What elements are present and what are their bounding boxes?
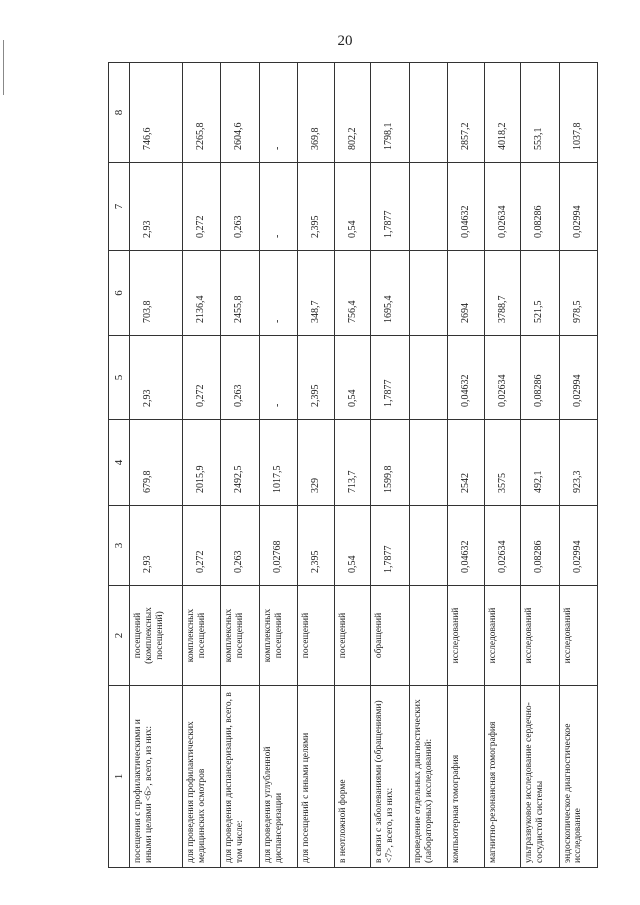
- row-label: для проведения углубленной диспансеризации: [259, 686, 297, 868]
- unit-cell: комплексных посещений: [221, 586, 259, 686]
- table-row: [521, 63, 559, 868]
- unit-cell: исследований: [484, 586, 521, 686]
- unit-cell: комплексных посещений: [259, 586, 297, 686]
- value-cell: 329: [298, 420, 335, 506]
- value-cell: 3788,7: [484, 251, 521, 336]
- value-cell: -: [259, 63, 297, 163]
- table-row: [182, 63, 220, 868]
- value-cell: [409, 506, 447, 586]
- value-cell: 1037,8: [559, 63, 597, 163]
- value-cell: -: [259, 336, 297, 420]
- value-cell: 1,7877: [371, 336, 409, 420]
- value-cell: 679,8: [130, 420, 183, 506]
- header-cell: 5: [109, 336, 130, 420]
- unit-cell: исследований: [447, 586, 484, 686]
- value-cell: 0,02634: [484, 506, 521, 586]
- value-cell: 1,7877: [371, 506, 409, 586]
- value-cell: 0,54: [334, 163, 371, 251]
- table-row: [259, 63, 297, 868]
- value-cell: 2,395: [298, 163, 335, 251]
- value-cell: 1,7877: [371, 163, 409, 251]
- margin-mark: [3, 40, 4, 95]
- table-row: [298, 63, 335, 868]
- value-cell: 369,8: [298, 63, 335, 163]
- value-cell: 3575: [484, 420, 521, 506]
- value-cell: [409, 420, 447, 506]
- page-number: 20: [337, 33, 353, 49]
- row-label: компьютерная томография: [447, 686, 484, 868]
- row-label: магнитно-резонансная томография: [484, 686, 521, 868]
- value-cell: 521,5: [521, 251, 559, 336]
- value-cell: 1599,8: [371, 420, 409, 506]
- table-row: [221, 63, 259, 868]
- row-label: проведение отдельных диагностических (лабораторных) исследований:: [409, 686, 447, 868]
- value-cell: 923,3: [559, 420, 597, 506]
- unit-cell: посещений: [298, 586, 335, 686]
- value-cell: 4018,2: [484, 63, 521, 163]
- value-cell: -: [259, 251, 297, 336]
- value-cell: 0,02768: [259, 506, 297, 586]
- value-cell: [409, 336, 447, 420]
- value-cell: [409, 251, 447, 336]
- header-row: [109, 63, 130, 868]
- value-cell: 0,263: [221, 336, 259, 420]
- value-cell: 0,04632: [447, 163, 484, 251]
- value-cell: 2265,8: [182, 63, 220, 163]
- value-cell: 2604,6: [221, 63, 259, 163]
- row-label: посещения с профилактическими и иными целями <6>, всего, из них:: [130, 686, 183, 868]
- value-cell: 0,02994: [559, 336, 597, 420]
- unit-cell: исследований: [559, 586, 597, 686]
- value-cell: 0,272: [182, 336, 220, 420]
- unit-cell: посещений: [334, 586, 371, 686]
- value-cell: 0,263: [221, 163, 259, 251]
- header-cell: 1: [109, 686, 130, 868]
- value-cell: 0,02994: [559, 506, 597, 586]
- row-label: эндоскопическое диагностическое исследование: [559, 686, 597, 868]
- row-label: в связи с заболеваниями (обращениями) <7>, всего, из них:: [371, 686, 409, 868]
- value-cell: [409, 63, 447, 163]
- value-cell: 0,02634: [484, 336, 521, 420]
- value-cell: 0,02994: [559, 163, 597, 251]
- unit-cell: комплексных посещений: [182, 586, 220, 686]
- unit-cell: обращений: [371, 586, 409, 686]
- value-cell: 0,04632: [447, 506, 484, 586]
- header-cell: 4: [109, 420, 130, 506]
- value-cell: 2857,2: [447, 63, 484, 163]
- unit-cell: исследований: [521, 586, 559, 686]
- value-cell: 2,93: [130, 163, 183, 251]
- header-cell: 2: [109, 586, 130, 686]
- value-cell: 0,54: [334, 336, 371, 420]
- value-cell: 1695,4: [371, 251, 409, 336]
- value-cell: 2136,4: [182, 251, 220, 336]
- value-cell: 2455,8: [221, 251, 259, 336]
- table-row: [447, 63, 484, 868]
- header-cell: 3: [109, 506, 130, 586]
- value-cell: 0,54: [334, 506, 371, 586]
- value-cell: 0,263: [221, 506, 259, 586]
- data-table: [108, 62, 598, 868]
- value-cell: 802,2: [334, 63, 371, 163]
- header-cell: 7: [109, 163, 130, 251]
- value-cell: 2015,9: [182, 420, 220, 506]
- value-cell: 703,8: [130, 251, 183, 336]
- table-row: [409, 63, 447, 868]
- value-cell: 2,93: [130, 506, 183, 586]
- value-cell: 1017,5: [259, 420, 297, 506]
- value-cell: 0,08286: [521, 163, 559, 251]
- table-row: [334, 63, 371, 868]
- value-cell: 0,08286: [521, 336, 559, 420]
- value-cell: 746,6: [130, 63, 183, 163]
- value-cell: 0,272: [182, 163, 220, 251]
- row-label: для посещений с иными целями: [298, 686, 335, 868]
- value-cell: 713,7: [334, 420, 371, 506]
- value-cell: 2,395: [298, 336, 335, 420]
- value-cell: 1798,1: [371, 63, 409, 163]
- value-cell: 2,93: [130, 336, 183, 420]
- row-label: в неотложной форме: [334, 686, 371, 868]
- value-cell: 2,395: [298, 506, 335, 586]
- table-row: [484, 63, 521, 868]
- row-label: для проведения диспансеризации, всего, в том числе:: [221, 686, 259, 868]
- row-label: для проведения профилактических медицинских осмотров: [182, 686, 220, 868]
- value-cell: 0,04632: [447, 336, 484, 420]
- value-cell: 2492,5: [221, 420, 259, 506]
- value-cell: 348,7: [298, 251, 335, 336]
- value-cell: 0,08286: [521, 506, 559, 586]
- table-row: [559, 63, 597, 868]
- unit-cell: [409, 586, 447, 686]
- row-label: ультразвуковое исследование сердечно-сосудистой системы: [521, 686, 559, 868]
- value-cell: 0,272: [182, 506, 220, 586]
- value-cell: -: [259, 163, 297, 251]
- rotated-table-wrapper: [108, 63, 598, 868]
- value-cell: 756,4: [334, 251, 371, 336]
- value-cell: [409, 163, 447, 251]
- value-cell: 2694: [447, 251, 484, 336]
- header-cell: 8: [109, 63, 130, 163]
- value-cell: 553,1: [521, 63, 559, 163]
- value-cell: 0,02634: [484, 163, 521, 251]
- value-cell: 2542: [447, 420, 484, 506]
- table-row: [130, 63, 183, 868]
- value-cell: 492,1: [521, 420, 559, 506]
- value-cell: 978,5: [559, 251, 597, 336]
- unit-cell: посещений (комплексных посещений): [130, 586, 183, 686]
- header-cell: 6: [109, 251, 130, 336]
- table-row: [371, 63, 409, 868]
